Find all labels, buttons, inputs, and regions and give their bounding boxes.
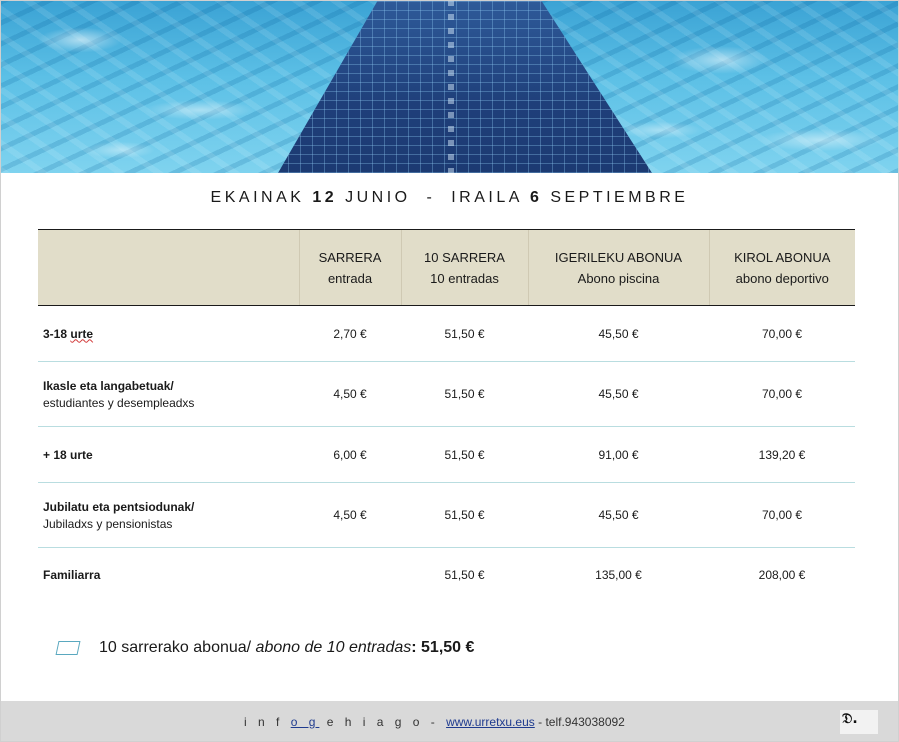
table-cell: 4,50 € — [299, 483, 401, 548]
footer-bar — [1, 701, 898, 741]
table-cell: 51,50 € — [401, 362, 528, 427]
table-cell: 51,50 € — [444, 567, 485, 582]
pool-hero-image — [0, 0, 899, 173]
table-cell: 70,00 € — [709, 483, 855, 548]
row-label — [38, 306, 299, 362]
season-dates — [0, 189, 899, 207]
row-subtitle: estudiantes y desempleadxs — [43, 395, 195, 410]
footer-logo: 𝔇. — [840, 710, 878, 734]
table-row — [38, 306, 855, 362]
column-header — [401, 230, 528, 306]
table-cell: 51,50 € — [401, 306, 528, 362]
ten-entry-note — [57, 636, 474, 660]
dates-text-1: EKAINAK — [210, 189, 313, 206]
price-table — [38, 229, 855, 602]
table-cell: 91,00 € — [528, 427, 709, 483]
website-link[interactable]: www.urretxu.eus — [446, 715, 535, 729]
row-title: Ikasle eta langabetuak/ — [43, 378, 174, 393]
column-header-line1: 10 SARRERA — [424, 249, 505, 265]
table-cell: 45,50 € — [528, 306, 709, 362]
column-header-line2: Abono piscina — [577, 270, 660, 286]
row-title-flagged: urte — [70, 326, 94, 341]
table-cell: 6,00 € — [299, 427, 401, 483]
row-label — [38, 427, 299, 483]
row-label — [38, 362, 299, 427]
note-price: 51,50 € — [421, 639, 475, 656]
end-day: 6 — [529, 189, 543, 206]
table-row — [38, 548, 855, 602]
start-day: 12 — [312, 189, 338, 206]
row-title: Jubilatu eta pentsiodunak/ — [43, 499, 195, 514]
table-cell: 4,50 € — [299, 362, 401, 427]
row-subtitle: Jubiladxs y pensionistas — [43, 516, 173, 531]
table-cell: 135,00 € — [595, 567, 642, 582]
table-cell — [299, 548, 401, 602]
table-cell: 208,00 € — [758, 567, 806, 582]
column-header-line2: 10 entradas — [430, 270, 499, 286]
footer-contact — [244, 715, 625, 729]
footer-info-a: i n f — [244, 715, 291, 729]
row-label — [38, 483, 299, 548]
footer-info-c: e h i a g o - — [319, 715, 447, 729]
dates-text-3: SEPTIEMBRE — [542, 189, 689, 206]
column-header-line1: SARRERA — [318, 249, 382, 265]
column-header-line2: abono deportivo — [735, 270, 829, 286]
row-title: Familiarra — [43, 567, 101, 582]
row-label — [38, 548, 299, 602]
table-cell: 51,50 € — [401, 427, 528, 483]
row-title: + 18 urte — [43, 447, 93, 462]
table-cell: 139,20 € — [709, 427, 855, 483]
column-header — [528, 230, 709, 306]
table-cell: 45,50 € — [528, 483, 709, 548]
row-title — [43, 327, 299, 341]
lane-marking — [448, 0, 454, 173]
checkbox-bullet-icon — [56, 641, 81, 655]
table-cell: 51,50 € — [401, 483, 528, 548]
table-header-row — [38, 230, 855, 306]
column-header-line2: entrada — [327, 270, 373, 286]
row-title-text: 3-18 — [43, 326, 71, 341]
table-cell: 70,00 € — [709, 306, 855, 362]
table-cell: 2,70 € — [299, 306, 401, 362]
note-prefix: 10 sarrerako abonua/ — [99, 639, 256, 656]
column-header-line1: KIROL ABONUA — [734, 249, 831, 265]
column-header-empty — [38, 230, 299, 306]
table-row — [38, 483, 855, 548]
table-row — [38, 362, 855, 427]
footer-info-b: o g — [290, 715, 320, 729]
table-cell: 45,50 € — [528, 362, 709, 427]
note-text — [99, 639, 474, 657]
column-header-line1: IGERILEKU ABONUA — [554, 249, 683, 265]
note-colon: : — [411, 639, 422, 656]
column-header — [709, 230, 855, 306]
dates-text-2: JUNIO - IRAILA — [337, 189, 530, 206]
footer-phone: - telf.943038092 — [534, 715, 625, 729]
table-row — [38, 427, 855, 483]
note-italic: abono de 10 entradas — [255, 639, 412, 656]
column-header — [299, 230, 401, 306]
table-cell: 70,00 € — [709, 362, 855, 427]
